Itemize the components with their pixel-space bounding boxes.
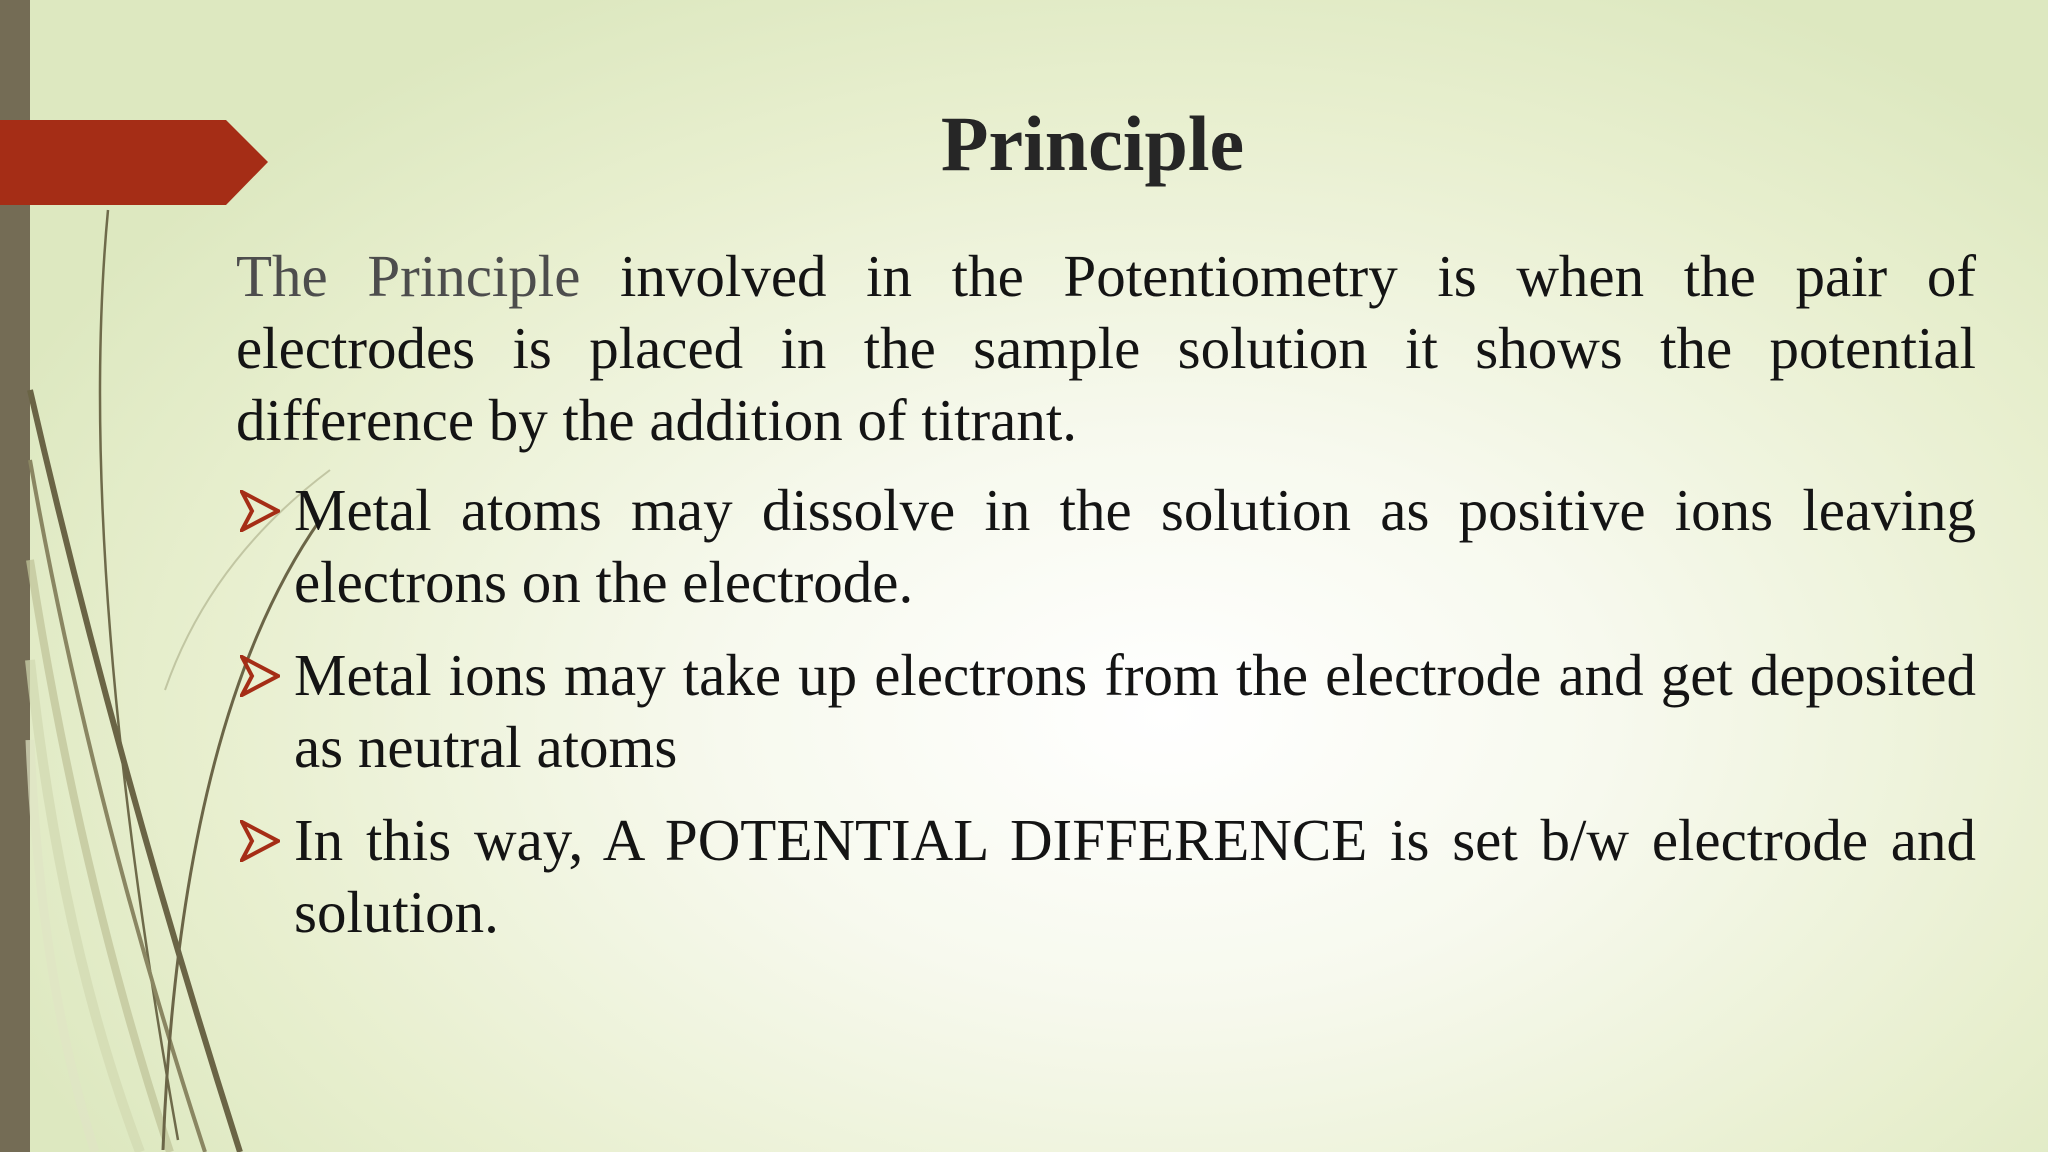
intro-paragraph xyxy=(236,240,1976,456)
bullet-item-1 xyxy=(236,474,1976,618)
bullet-text-2: Metal ions may take up electrons from the electrode and get deposited as neutral atoms xyxy=(294,642,1976,780)
arrow-bullet-icon xyxy=(240,655,280,697)
bullet-text-3: In this way, A POTENTIAL DIFFERENCE is set b/w electrode and solution. xyxy=(294,807,1976,945)
bullet-text-1: Metal atoms may dissolve in the solution as positive ions leaving electrons on the electrode. xyxy=(294,477,1976,615)
bullet-list xyxy=(236,474,1976,948)
slide-title: Principle xyxy=(940,100,1245,187)
intro-lead-text: The Principle xyxy=(236,243,581,309)
bullet-item-2 xyxy=(236,639,1976,783)
bullet-item-3 xyxy=(236,804,1976,948)
arrow-bullet-icon xyxy=(240,820,280,862)
arrow-bullet-icon xyxy=(240,490,280,532)
slide-content xyxy=(236,240,1976,969)
intro-body-text: involved in the Potentiometry is when the pair of electrodes is placed in the sample solution it shows the potential difference by the addition of titrant. xyxy=(236,243,1976,453)
